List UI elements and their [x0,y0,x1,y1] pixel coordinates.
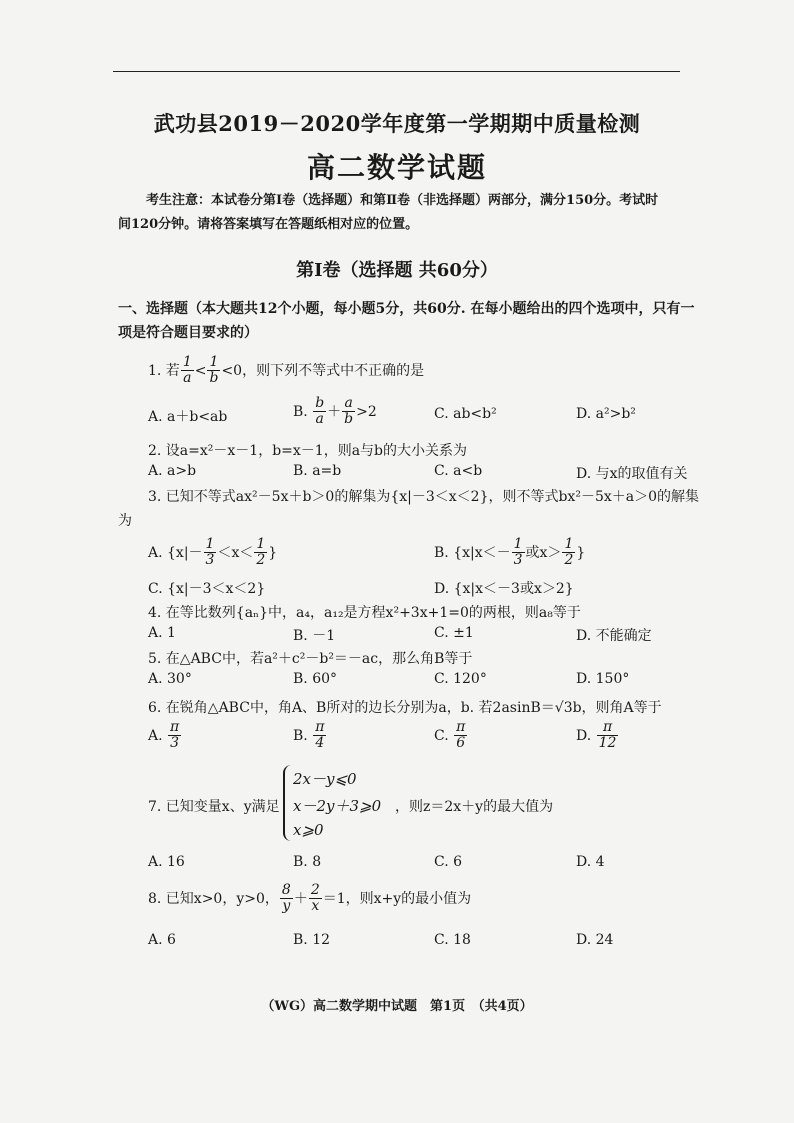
exam-title: 武功县2019－2020学年度第一学期期中质量检测 [153,111,641,136]
frac-1-over-3 [512,537,525,569]
den: 4 [315,735,325,752]
q7-option-d[interactable]: D. 4 [576,854,605,870]
q6-option-c[interactable] [434,720,468,752]
top-rule [113,71,680,72]
q3-option-c[interactable]: C. {x|－3＜x＜2} [148,581,266,597]
opt-label: B. [293,727,308,744]
q6-option-d[interactable] [576,720,619,752]
question-3-cont: 为 [118,513,132,529]
den: 2 [256,552,266,569]
q1-pre: 1. 若 [148,362,180,379]
frac-1-over-a [181,355,194,387]
q8-pre: 8. 已知x>0，y>0， [148,890,279,907]
frac-1-over-3 [204,537,217,569]
num: a [342,396,355,412]
q1-option-a[interactable]: A. a＋b<ab [148,409,228,425]
q1-option-b[interactable] [293,396,377,428]
opt-label: C. [434,727,449,744]
q4-option-a[interactable]: A. 1 [148,625,176,641]
num: π [456,719,466,735]
num: π [170,719,180,735]
den: 12 [598,735,617,752]
q1-option-c[interactable]: C. ab<b² [434,406,497,422]
question-6: 6. 在锐角△ABC中，角A、B所对的边长分别为a，b. 若2asinB＝√3b，则角A等于 [148,700,662,716]
q5-option-c[interactable]: C. 120° [434,671,487,687]
instr-line1: 一、选择题（本大题共12个小题，每小题5分，共60分. 在每小题给出的四个选项中，只有一 [118,301,695,317]
q8-post: ＝1，则x+y的最小值为 [322,890,472,907]
constraint-3: x⩾0 [293,821,324,839]
q3-option-a[interactable] [148,537,277,569]
q2-option-c[interactable]: C. a<b [434,463,483,479]
q2-option-b[interactable]: B. a=b [293,463,342,479]
num: π [597,720,619,736]
opt-mid: ＜x＜ [217,544,254,561]
q5-option-a[interactable]: A. 30° [148,671,192,687]
question-7-pre: 7. 已知变量x、y满足 [148,799,280,815]
q8-option-c[interactable]: C. 18 [434,932,471,948]
question-8 [148,883,471,915]
den: 3 [513,552,523,569]
q6-option-a[interactable] [148,720,182,752]
q1-post: <0，则下列不等式中不正确的是 [221,362,425,379]
question-5: 5. 在△ABC中，若a²＋c²－b²＝－ac，那么角B等于 [148,651,473,667]
question-2: 2. 设a=x²－x－1，b=x－1，则a与b的大小关系为 [148,443,467,459]
q8-option-b[interactable]: B. 12 [293,932,331,948]
q3-option-b[interactable] [434,537,585,569]
num: 1 [256,536,266,552]
q5-option-b[interactable]: B. 60° [293,671,338,687]
den: a [315,411,324,428]
frac-pi-over-6 [454,720,467,752]
num: 2 [310,882,320,898]
opt-tail: } [576,544,586,561]
notice-line2: 间120分钟。请将答案填写在答题纸相对应的位置。 [118,217,419,232]
q2-option-d[interactable]: D. 与x的取值有关 [576,466,688,482]
q8-option-a[interactable]: A. 6 [148,932,176,948]
q6-option-b[interactable] [293,720,327,752]
q8-option-d[interactable]: D. 24 [576,932,614,948]
frac-1-over-2 [562,537,575,569]
num: 8 [281,882,291,898]
frac-2-over-x [309,883,322,915]
question-7-post: ，则z＝2x＋y的最大值为 [395,799,554,815]
den: 6 [456,735,466,752]
den: y [282,898,291,915]
q7-option-a[interactable]: A. 16 [148,854,185,870]
opt-tail: } [268,544,278,561]
opt-head: A. {x|－ [148,544,203,561]
system-brace [283,765,293,841]
num: 1 [513,536,523,552]
plus: ＋ [293,890,308,907]
frac-1-over-b [207,355,220,387]
opt-mid: 或x＞ [525,544,562,561]
frac-pi-over-4 [313,720,326,752]
plus: ＋ [327,403,342,420]
den: 3 [205,552,215,569]
q4-option-c[interactable]: C. ±1 [434,625,474,641]
question-1 [148,355,424,387]
exam-subtitle: 高二数学试题 [306,151,487,184]
constraint-2: x－2y＋3⩾0 [293,797,382,815]
q2-option-a[interactable]: A. a>b [148,463,197,479]
q7-option-b[interactable]: B. 8 [293,854,322,870]
frac-a-over-b [342,396,355,428]
lt: < [194,362,207,379]
question-3: 3. 已知不等式ax²－5x＋b＞0的解集为{x|－3＜x＜2}，则不等式bx²－5x＋a＞0的解集 [148,489,699,505]
q4-option-d[interactable]: D. 不能确定 [576,628,652,644]
den: b [344,411,354,428]
frac-8-over-y [280,883,293,915]
num: 1 [207,355,220,371]
frac-pi-over-3 [168,720,181,752]
den: 2 [564,552,574,569]
opt-tail: >2 [356,403,377,420]
opt-label: A. [148,727,163,744]
q4-option-b[interactable]: B. －1 [293,628,336,644]
q5-option-d[interactable]: D. 150° [576,671,630,687]
num: π [315,719,325,735]
num: 1 [564,536,574,552]
frac-pi-over-12 [597,720,619,752]
constraint-1: 2x－y⩽0 [293,770,357,788]
page-footer: （WG）高二数学期中试题 第1页 （共4页） [261,999,533,1014]
opt-head: B. {x|x＜－ [434,544,511,561]
num: b [315,395,325,411]
frac-b-over-a [313,396,326,428]
q1-option-d[interactable]: D. a²>b² [576,406,636,422]
section-title: 第Ⅰ卷（选择题 共60分） [296,260,498,281]
notice-line1: 考生注意：本试卷分第Ⅰ卷（选择题）和第Ⅱ卷（非选择题）两部分，满分150分。考试时 [146,193,659,208]
opt-label: B. [293,403,308,420]
num: 1 [182,354,192,370]
den: b [209,370,219,387]
q3-option-d[interactable]: D. {x|x＜－3或x＞2} [434,581,574,597]
q7-option-c[interactable]: C. 6 [434,854,463,870]
den: x [311,898,320,915]
instr-line2: 项是符合题目要求的） [118,325,258,341]
den: 3 [170,735,180,752]
opt-label: D. [576,727,592,744]
num: 1 [205,536,215,552]
frac-1-over-2 [254,537,267,569]
question-4: 4. 在等比数列{aₙ}中，a₄，a₁₂是方程x²+3x+1=0的两根，则a₈等于 [148,605,581,621]
den: a [183,370,192,387]
instructions [118,297,738,345]
